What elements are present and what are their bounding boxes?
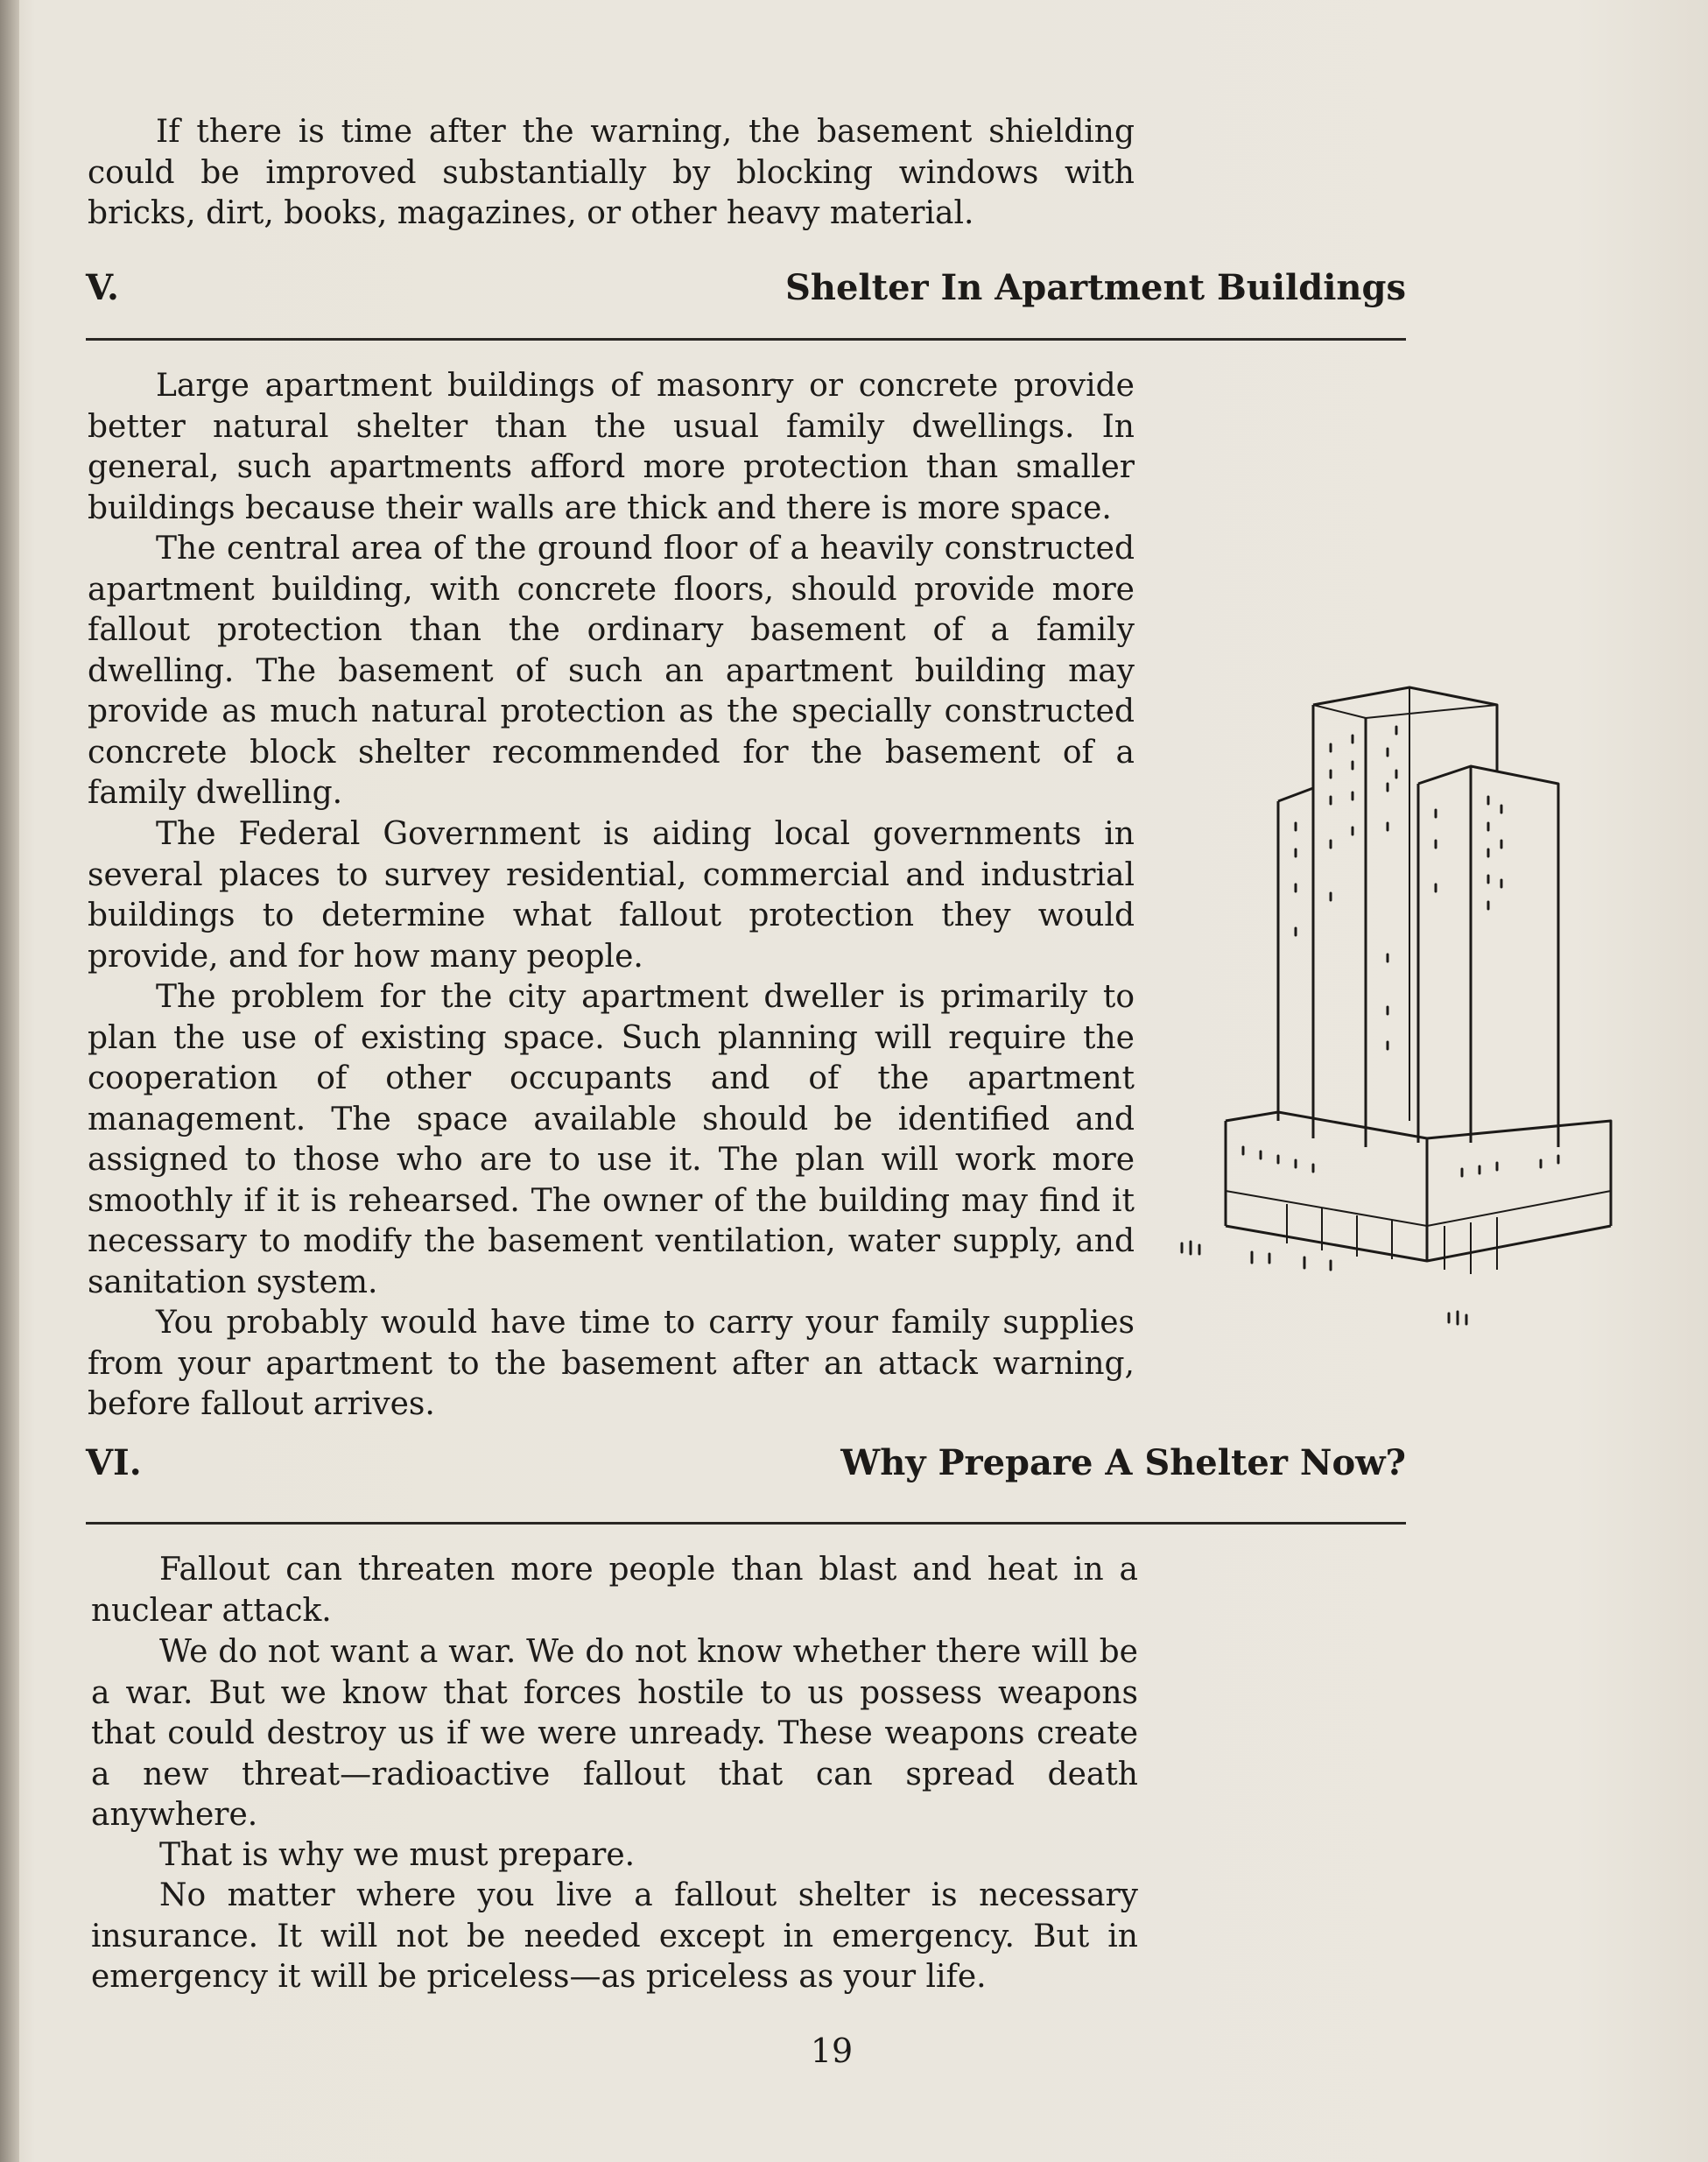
- section-6-numeral: VI.: [86, 1442, 142, 1483]
- section-5-paragraph-1: Large apartment buildings of masonry or concrete provide better natural shelter than the usual family dwellings. In general, such apartments afford more protection than smaller buildings because their walls are thick and there is more space.: [88, 368, 1135, 526]
- section-5-title: Shelter In Apartment Buildings: [784, 267, 1406, 308]
- section-5-paragraph-4: The problem for the city apartment dweller is primarily to plan the use of existing space. Such planning will require the cooperation of other occupants and of the apartment management. The space available should be identified and assigned to those who are to use it. The plan will work more smoothly if it is rehearsed. The owner of the building may find it necessary to modify the basement ventilation, water supply, and sanitation system.: [88, 979, 1135, 1300]
- intro-paragraph: If there is time after the warning, the basement shielding could be improved substantially by blocking windows with bricks, dirt, books, magazines, or other heavy material.: [88, 114, 1135, 231]
- section-6-title: Why Prepare A Shelter Now?: [840, 1442, 1406, 1483]
- book-spine-edge: [0, 0, 19, 2162]
- section-5-paragraph-3: The Federal Government is aiding local governments in several places to survey residential, commercial and industrial buildings to determine what fallout protection they would provide, and for how many people.: [88, 816, 1135, 975]
- section-6-paragraph-3: That is why we must prepare.: [159, 1837, 636, 1873]
- page-number: 19: [810, 2032, 854, 2070]
- section-6-rule: [86, 1522, 1406, 1525]
- section-5-numeral: V.: [86, 267, 119, 308]
- apartment-building-illustration: [1156, 666, 1628, 1331]
- section-5-heading: [86, 267, 1406, 320]
- section-6-paragraph-4: No matter where you live a fallout shelter is necessary insurance. It will not be needed except in emergency. But in emergency it will be priceless—as priceless as your life.: [91, 1877, 1138, 1995]
- section-6-paragraph-1: Fallout can threaten more people than blast and heat in a nuclear attack.: [91, 1552, 1138, 1629]
- section-5-rule: [86, 338, 1406, 341]
- section-5-paragraph-2: The central area of the ground floor of a heavily constructed apartment building, with concrete floors, should provide more fallout protection than the ordinary basement of a family dwelling. The basement of such an apartment building may provide as much natural protection as the specially constructed concrete block shelter recommended for the basement of a family dwelling.: [88, 531, 1135, 811]
- section-6-paragraph-2: We do not want a war. We do not know whether there will be a war. But we know that forces hostile to us possess weapons that could destroy us if we were unready. These weapons create a new threat—radioactive fallout that can spread death anywhere.: [91, 1634, 1138, 1833]
- section-6-heading: [86, 1442, 1406, 1495]
- section-5-paragraph-5: You probably would have time to carry your family supplies from your apartment to the basement after an attack warning, before fallout arrives.: [88, 1305, 1135, 1422]
- building-drawing-icon: [1156, 666, 1628, 1331]
